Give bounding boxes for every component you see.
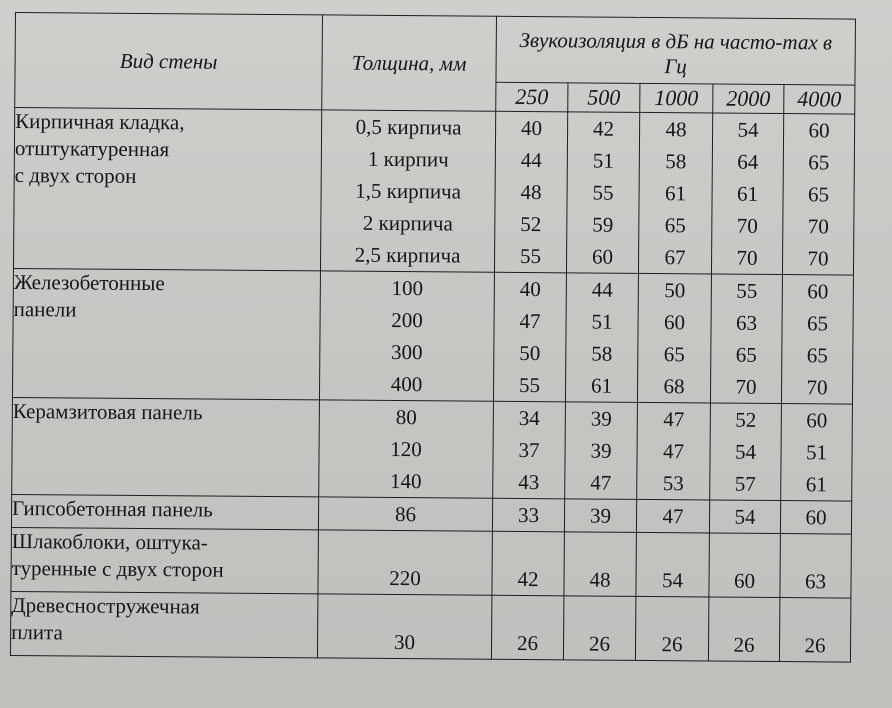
isolation-value: 51 (805, 440, 828, 465)
isolation-value: 68 (663, 374, 685, 399)
isolation-value: 47 (590, 470, 612, 495)
isolation-value: 65 (806, 343, 828, 368)
thickness-cell (317, 594, 491, 659)
isolation-value: 51 (591, 309, 613, 334)
header-freq-1000: 1000 (640, 83, 713, 113)
isolation-value: 65 (735, 342, 757, 367)
table-row (13, 108, 854, 276)
wall-type-line: Керамзитовая панель (12, 398, 203, 425)
wall-type-cell (12, 268, 320, 399)
isolation-cell (781, 275, 853, 405)
isolation-cell (709, 533, 781, 598)
thickness-value: 2,5 кирпича (354, 242, 461, 268)
wall-type-line: Древесностружечная (11, 592, 200, 619)
isolation-cell (492, 531, 565, 596)
isolation-value: 39 (590, 406, 612, 431)
isolation-value: 63 (735, 310, 758, 335)
isolation-value: 26 (661, 632, 683, 657)
isolation-value: 42 (517, 566, 539, 592)
isolation-value: 67 (664, 245, 686, 270)
isolation-value: 55 (592, 180, 614, 205)
thickness-value: 300 (390, 339, 423, 365)
isolation-value: 55 (518, 372, 541, 398)
isolation-value: 57 (734, 471, 756, 496)
isolation-value: 47 (663, 407, 685, 432)
isolation-value: 61 (805, 472, 827, 497)
table-row (12, 397, 853, 501)
isolation-value: 55 (736, 278, 758, 303)
isolation-value: 63 (804, 569, 827, 594)
isolation-cell (564, 532, 637, 597)
isolation-value: 59 (592, 212, 614, 237)
isolation-value: 70 (807, 246, 829, 271)
wall-type-line: Железобетонные (13, 269, 165, 296)
isolation-value: 26 (588, 631, 611, 656)
wall-type-line: туренные с двух сторон (11, 555, 224, 582)
isolation-value: 48 (665, 117, 687, 142)
isolation-value: 40 (521, 115, 543, 141)
isolation-value: 26 (516, 630, 539, 656)
table-row (11, 527, 851, 598)
isolation-value: 65 (663, 342, 685, 367)
isolation-value: 40 (519, 276, 541, 302)
isolation-value: 47 (662, 504, 684, 529)
isolation-value: 48 (520, 179, 542, 205)
isolation-value: 70 (736, 245, 758, 270)
isolation-value: 60 (805, 505, 827, 530)
thickness-value: 30 (393, 629, 416, 655)
thickness-value: 2 кирпича (362, 210, 453, 236)
isolation-value: 60 (592, 244, 614, 269)
table-row (12, 268, 853, 404)
wall-type-cell (13, 108, 321, 271)
header-freq-2000: 2000 (713, 84, 784, 114)
isolation-cell (566, 112, 639, 274)
isolation-value: 65 (806, 311, 829, 336)
thickness-value: 140 (389, 468, 422, 494)
isolation-cell (711, 113, 783, 275)
isolation-value: 43 (518, 469, 540, 495)
isolation-value: 52 (735, 407, 757, 432)
isolation-cell (494, 111, 567, 273)
isolation-cell (708, 597, 780, 662)
isolation-value: 60 (808, 118, 830, 143)
isolation-value: 47 (519, 308, 541, 334)
thickness-cell (320, 110, 495, 272)
header-wall-type: Вид стены (15, 13, 323, 110)
isolation-cell (781, 404, 853, 502)
isolation-value: 55 (520, 243, 542, 269)
thickness-value: 0,5 кирпича (355, 114, 462, 140)
header-freq-250: 250 (496, 82, 568, 112)
isolation-cell (637, 402, 711, 500)
isolation-value: 53 (662, 471, 684, 496)
isolation-value: 60 (806, 408, 828, 433)
thickness-cell (318, 497, 492, 531)
isolation-value: 65 (664, 213, 686, 238)
wall-type-line: Гипсобетонная панель (12, 495, 213, 522)
isolation-value: 37 (518, 437, 540, 463)
sound-insulation-table (10, 12, 856, 663)
isolation-value: 34 (518, 405, 540, 431)
isolation-cell (636, 532, 710, 597)
table-body (10, 108, 854, 663)
isolation-cell (782, 114, 854, 276)
wall-type-cell (11, 494, 318, 529)
isolation-value: 61 (665, 181, 687, 206)
isolation-cell (636, 499, 709, 533)
thickness-value: 400 (390, 371, 423, 397)
isolation-value: 47 (662, 439, 685, 464)
wall-type-line: Шлакоблоки, оштука- (11, 528, 208, 555)
isolation-value: 61 (737, 181, 759, 206)
isolation-cell (493, 401, 566, 499)
isolation-value: 52 (520, 211, 542, 237)
isolation-value: 51 (592, 148, 614, 173)
isolation-cell (780, 501, 851, 535)
isolation-value: 50 (664, 278, 686, 303)
isolation-value: 26 (733, 632, 755, 657)
isolation-value: 33 (517, 502, 540, 528)
isolation-cell (564, 499, 636, 533)
isolation-cell (563, 596, 636, 661)
isolation-value: 54 (737, 117, 759, 142)
isolation-value: 48 (589, 567, 611, 592)
isolation-value: 50 (519, 340, 541, 366)
isolation-value: 70 (807, 214, 829, 239)
wall-type-line: Кирпичная кладка, (15, 109, 185, 135)
isolation-value: 65 (808, 150, 830, 175)
header-thickness: Толщина, мм (322, 15, 497, 111)
wall-type-line: отштукатуренная (14, 136, 170, 162)
isolation-cell (779, 598, 851, 663)
isolation-value: 58 (591, 341, 613, 366)
thickness-cell (319, 271, 494, 401)
thickness-value: 100 (391, 275, 424, 301)
isolation-value: 54 (734, 439, 757, 464)
wall-type-cell (11, 527, 318, 593)
header-isolation: Звукоизоляция в дБ на часто-тах в Гц (496, 16, 856, 85)
thickness-value: 1,5 кирпича (355, 178, 462, 204)
header-freq-4000: 4000 (784, 85, 855, 115)
isolation-cell (493, 272, 566, 402)
wall-type-cell (10, 591, 317, 657)
table-row (10, 591, 850, 662)
isolation-value: 65 (807, 182, 830, 207)
isolation-value: 42 (593, 116, 615, 141)
isolation-cell (565, 402, 638, 500)
isolation-cell (635, 596, 709, 661)
header-freq-500: 500 (568, 83, 640, 113)
isolation-cell (637, 273, 711, 403)
isolation-value: 54 (661, 568, 684, 593)
isolation-cell (710, 274, 782, 404)
isolation-value: 54 (734, 504, 756, 529)
thickness-value: 1 кирпич (367, 146, 449, 172)
wall-type-cell (12, 397, 320, 496)
isolation-value: 44 (520, 147, 542, 173)
isolation-value: 60 (733, 568, 756, 593)
isolation-value: 61 (590, 373, 613, 398)
isolation-value: 58 (665, 149, 687, 174)
isolation-value: 26 (804, 633, 826, 658)
isolation-value: 39 (589, 503, 612, 528)
thickness-value: 86 (394, 502, 417, 527)
thickness-value: 80 (395, 405, 417, 430)
isolation-cell (710, 403, 782, 501)
wall-type-line: панели (13, 296, 77, 322)
thickness-value: 200 (391, 307, 423, 333)
isolation-value: 60 (807, 279, 829, 304)
isolation-value: 70 (736, 213, 758, 238)
isolation-cell (491, 595, 564, 660)
wall-type-line: плита (11, 619, 63, 645)
thickness-cell (319, 400, 494, 498)
isolation-value: 70 (806, 375, 828, 400)
isolation-cell (492, 498, 564, 532)
thickness-value: 220 (389, 565, 421, 591)
isolation-value: 39 (590, 438, 612, 463)
isolation-value: 70 (735, 374, 757, 399)
isolation-cell (565, 273, 638, 403)
isolation-cell (638, 112, 712, 274)
isolation-value: 44 (591, 277, 613, 302)
thickness-value: 120 (390, 436, 422, 462)
wall-type-line: с двух сторон (14, 163, 137, 188)
isolation-cell (709, 500, 780, 534)
isolation-value: 64 (737, 149, 759, 174)
isolation-value: 60 (663, 310, 686, 335)
isolation-cell (780, 534, 852, 599)
thickness-cell (318, 530, 492, 595)
